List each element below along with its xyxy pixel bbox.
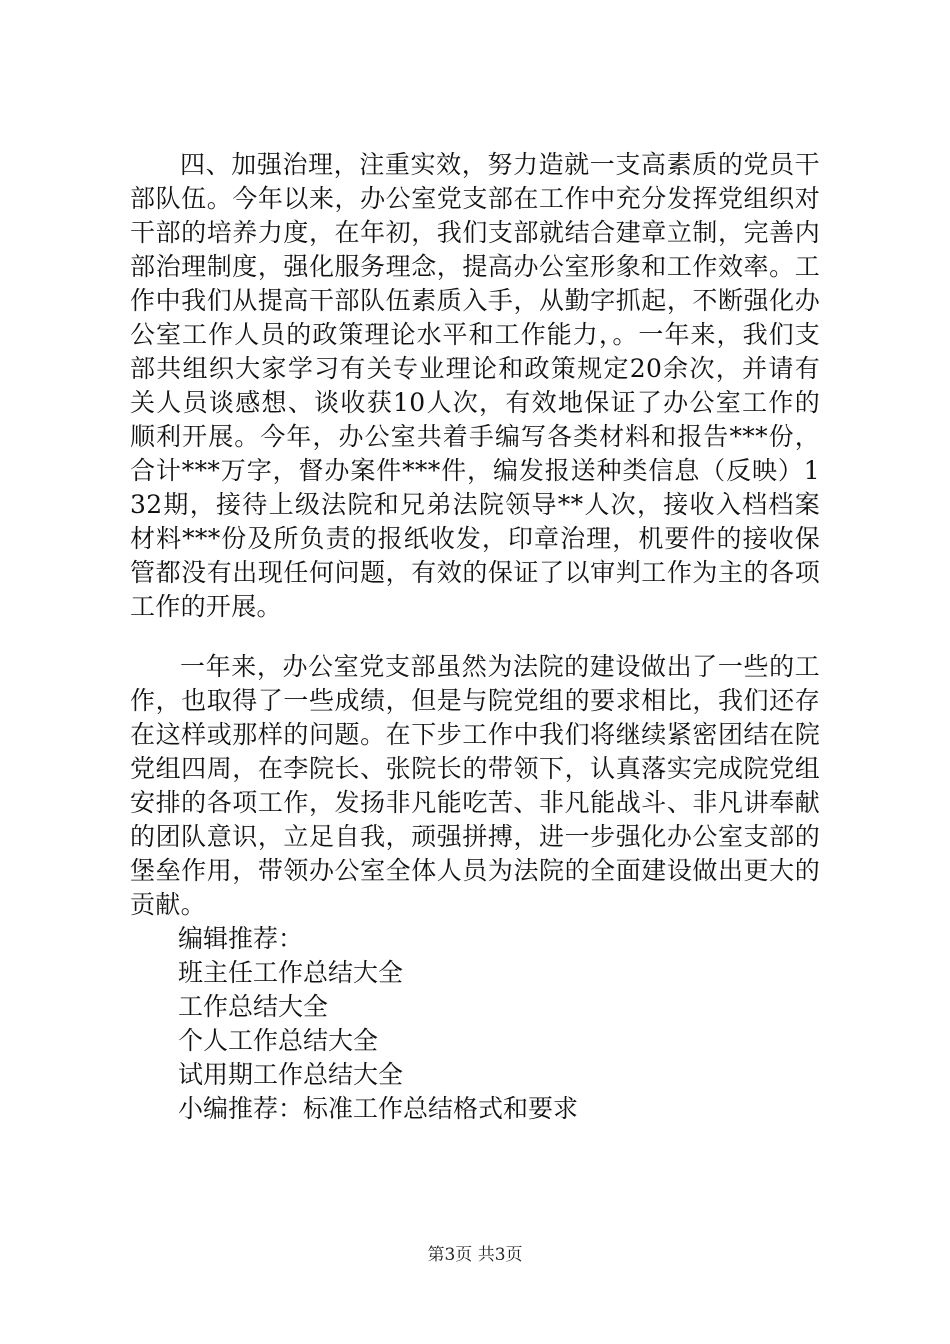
recommend-link-class-teacher[interactable]: 班主任工作总结大全 [178, 958, 404, 987]
document-page [130, 148, 820, 1126]
recommend-link-personal-summary[interactable]: 个人工作总结大全 [178, 1026, 379, 1055]
paragraph-conclusion: 一年来，办公室党支部虽然为法院的建设做出了一些的工作，也取得了一些成绩，但是与院党组的要求相比，我们还存在这样或那样的问题。在下步工作中我们将继续紧密团结在院党组四周，在李院长、张院长的带领下，认真落实完成院党组安排的各项工作，发扬非凡能吃苦、非凡能战斗、非凡讲奉献的团队意识，立足自我，顽强拼搏，进一步强化办公室支部的堡垒作用，带领办公室全体人员为法院的全面建设做出更大的贡献。 [130, 652, 820, 919]
editor-pick-link[interactable]: 小编推荐：标准工作总结格式和要求 [178, 1094, 579, 1123]
paragraph-governance: 四、加强治理，注重实效，努力造就一支高素质的党员干部队伍。今年以来，办公室党支部在工作中充分发挥党组织对干部的培养力度，在年初，我们支部就结合建章立制，完善内部治理制度，强化服务理念，提高办公室形象和工作效率。工作中我们从提高干部队伍素质入手，从勤字抓起，不断强化办公室工作人员的政策理论水平和工作能力，。一年来，我们支部共组织大家学习有关专业理论和政策规定20余次，并请有关人员谈感想、谈收获10人次，有效地保证了办公室工作的顺利开展。今年，办公室共着手编写各类材料和报告***份，合计***万字，督办案件***件，编发报送种类信息（反映）132期，接待上级法院和兄弟法院领导**人次，接收入档档案材料***份及所负责的报纸收发，印章治理，机要件的接收保管都没有出现任何问题，有效的保证了以审判工作为主的各项工作的开展。 [130, 150, 820, 621]
recommend-link-probation-summary[interactable]: 试用期工作总结大全 [178, 1060, 404, 1089]
recommendation-list [130, 922, 820, 1126]
page-number-footer: 第3页 共3页 [427, 1245, 523, 1265]
recommend-link-work-summary[interactable]: 工作总结大全 [178, 992, 329, 1021]
recommend-heading: 编辑推荐： [178, 924, 304, 953]
